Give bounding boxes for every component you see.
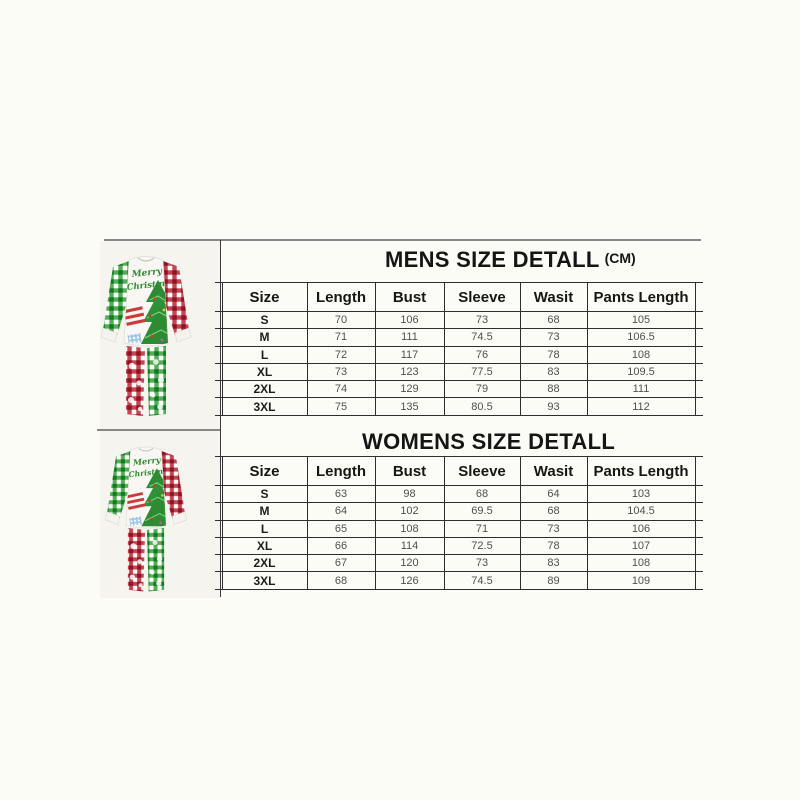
size-label: S	[260, 487, 269, 502]
womens-table-header-row	[215, 456, 703, 486]
mens-size-row-2xl	[215, 381, 703, 398]
womens-size-row-s	[215, 486, 703, 503]
size-value: 71	[334, 331, 348, 344]
size-value: 114	[400, 540, 419, 553]
size-value: 73	[475, 557, 489, 570]
column-header-bust: Bust	[392, 462, 427, 480]
mens-size-row-l	[215, 347, 703, 364]
column-header-length: Length	[316, 288, 366, 306]
size-value: 75	[334, 400, 348, 413]
size-value: 89	[547, 574, 560, 587]
column-header-pants-length: Pants Length	[593, 288, 689, 306]
size-label: XL	[256, 539, 273, 554]
size-value: 108	[631, 348, 651, 361]
table-vertical-border	[222, 456, 223, 590]
size-value: 73	[475, 314, 489, 327]
size-value: 72.5	[471, 540, 493, 553]
section-divider-top	[104, 239, 701, 241]
pajama-illustration	[101, 441, 191, 597]
size-label: 2XL	[253, 556, 276, 571]
size-value: 106	[400, 314, 419, 327]
size-value: 74.5	[471, 331, 493, 344]
size-value: 68	[547, 505, 560, 518]
size-value: 73	[547, 331, 560, 344]
column-header-wasit: Wasit	[533, 462, 574, 480]
table-vertical-border	[307, 282, 308, 416]
size-value: 88	[547, 383, 560, 396]
size-value: 68	[334, 574, 348, 587]
womens-size-title-text: WOMENS SIZE DETALL	[362, 429, 616, 454]
size-value: 79	[475, 383, 489, 396]
size-value: 103	[631, 488, 651, 501]
table-vertical-border	[520, 456, 521, 590]
womens-size-row-xl	[215, 538, 703, 555]
column-header-sleeve: Sleeve	[458, 288, 506, 306]
size-value: 67	[334, 557, 348, 570]
size-label: L	[260, 521, 269, 536]
size-value: 108	[631, 557, 651, 570]
table-vertical-border	[695, 456, 696, 590]
size-label: S	[260, 313, 269, 328]
column-header-pants-length: Pants Length	[593, 462, 689, 480]
size-value: 117	[400, 348, 419, 361]
size-value: 105	[631, 314, 651, 327]
womens-size-row-2xl	[215, 555, 703, 572]
size-value: 135	[400, 400, 419, 413]
size-value: 126	[400, 574, 419, 587]
size-value: 111	[632, 383, 650, 396]
size-value: 65	[334, 522, 348, 535]
size-value: 70	[334, 314, 348, 327]
mens-size-row-xl	[215, 364, 703, 381]
table-vertical-border	[375, 456, 376, 590]
size-value: 112	[632, 400, 650, 413]
size-value: 83	[547, 366, 560, 379]
column-header-wasit: Wasit	[533, 288, 574, 306]
size-value: 106	[631, 522, 651, 535]
mens-table-header-row	[215, 282, 703, 312]
size-value: 111	[401, 331, 418, 344]
size-value: 64	[334, 505, 348, 518]
size-label: 3XL	[253, 573, 276, 588]
size-label: 2XL	[253, 382, 276, 397]
size-value: 68	[475, 488, 489, 501]
mens-size-title-text: MENS SIZE DETALL	[385, 247, 600, 272]
size-value: 69.5	[471, 505, 493, 518]
size-value: 83	[547, 557, 560, 570]
table-vertical-border	[695, 282, 696, 416]
size-value: 104.5	[627, 505, 655, 518]
size-value: 72	[334, 348, 348, 361]
size-value: 93	[547, 400, 560, 413]
table-vertical-border	[520, 282, 521, 416]
table-vertical-border	[587, 282, 588, 416]
photo-divider-line	[97, 429, 221, 431]
size-value: 78	[547, 540, 560, 553]
size-value: 64	[547, 488, 560, 501]
size-value: 71	[475, 522, 489, 535]
table-vertical-border	[222, 282, 223, 416]
size-value: 66	[334, 540, 348, 553]
column-header-bust: Bust	[392, 288, 427, 306]
table-vertical-border	[307, 456, 308, 590]
size-value: 77.5	[471, 366, 493, 379]
size-value: 76	[475, 348, 489, 361]
size-value: 68	[547, 314, 560, 327]
size-value: 74	[334, 383, 348, 396]
womens-size-title	[362, 429, 620, 455]
size-value: 108	[400, 522, 419, 535]
size-value: 120	[400, 557, 419, 570]
size-value: 63	[334, 488, 348, 501]
column-header-size: Size	[249, 462, 280, 480]
product-photo-mens-pajama	[98, 250, 194, 422]
size-value: 109	[631, 574, 651, 587]
pajama-illustration	[98, 250, 194, 422]
size-value: 73	[334, 366, 348, 379]
size-value: 74.5	[471, 574, 493, 587]
size-value: 80.5	[471, 400, 493, 413]
size-value: 102	[400, 505, 419, 518]
unit-label-cm: (CM)	[604, 250, 636, 266]
mens-size-table	[215, 282, 703, 416]
womens-size-row-3xl	[215, 572, 703, 589]
size-value: 129	[400, 383, 419, 396]
mens-size-row-m	[215, 329, 703, 346]
size-label: XL	[256, 365, 273, 380]
size-label: 3XL	[253, 399, 276, 414]
size-value: 109.5	[627, 366, 655, 379]
size-value: 107	[631, 540, 651, 553]
womens-size-row-m	[215, 503, 703, 520]
product-photo-womens-pajama	[101, 441, 191, 597]
mens-size-title	[385, 247, 636, 273]
size-value: 98	[403, 488, 416, 501]
mens-size-row-3xl	[215, 398, 703, 415]
size-value: 78	[547, 348, 560, 361]
size-label: L	[260, 347, 269, 362]
table-vertical-border	[444, 282, 445, 416]
size-value: 123	[400, 366, 419, 379]
table-vertical-border	[587, 456, 588, 590]
size-label: M	[259, 330, 270, 345]
mens-size-row-s	[215, 312, 703, 329]
column-header-length: Length	[316, 462, 366, 480]
womens-size-row-l	[215, 521, 703, 538]
table-vertical-border	[444, 456, 445, 590]
size-label: M	[259, 504, 270, 519]
column-header-size: Size	[249, 288, 280, 306]
size-value: 73	[547, 522, 560, 535]
column-header-sleeve: Sleeve	[458, 462, 506, 480]
womens-size-table	[215, 456, 703, 590]
size-value: 106.5	[627, 331, 655, 344]
table-vertical-border	[375, 282, 376, 416]
